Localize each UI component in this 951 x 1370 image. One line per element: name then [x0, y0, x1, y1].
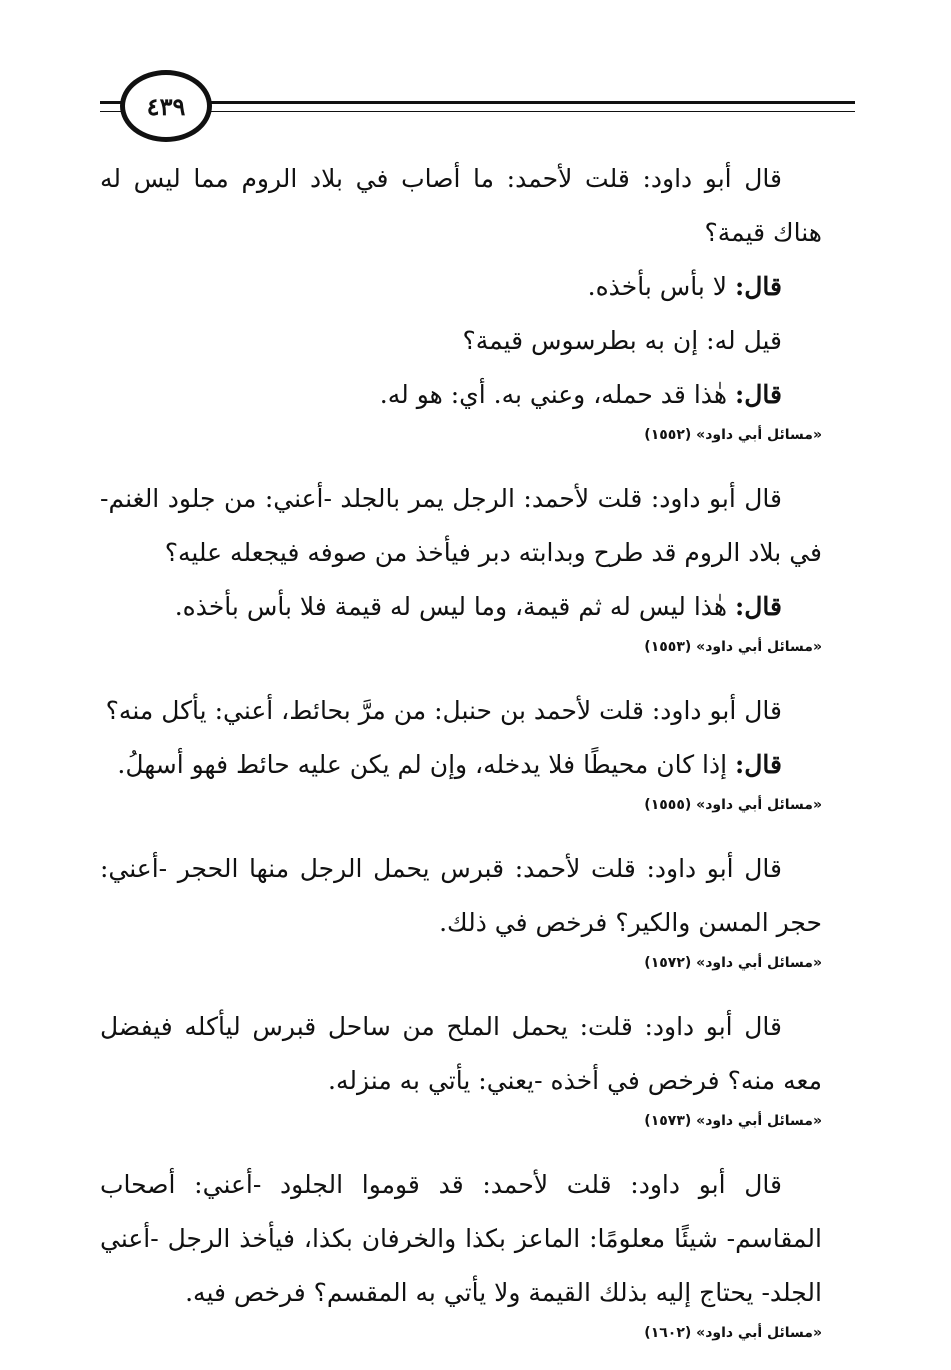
masala-entry: [100, 684, 822, 818]
answer-line: [100, 260, 822, 314]
masala-entry: [100, 842, 822, 976]
answer-label: قال:: [735, 272, 782, 301]
answer-line: [100, 314, 822, 368]
masala-entry: [100, 1158, 822, 1346]
answer-line: [100, 368, 822, 422]
source-reference: «مسائل أبي داود» (١٥٧٣): [644, 1113, 822, 1129]
answer-text: هٰذا ليس له ثم قيمة، وما ليس له قيمة فلا بأس بأخذه.: [174, 592, 728, 621]
answer-label: قال:: [735, 380, 782, 409]
page-body: [100, 152, 822, 1370]
source-reference: «مسائل أبي داود» (١٥٥٣): [644, 639, 822, 655]
source-reference: «مسائل أبي داود» (١٥٧٢): [644, 955, 822, 971]
masala-entry: [100, 472, 822, 660]
question-paragraph: قال أبو داود: قلت لأحمد: ما أصاب في بلاد الروم مما ليس له هناك قيمة؟: [100, 164, 822, 247]
answer-text: إذا كان محيطًا فلا يدخله، وإن لم يكن عليه حائط فهو أسهلُ.: [117, 750, 728, 779]
question-paragraph: قال أبو داود: قلت لأحمد: الرجل يمر بالجلد -أعني: من جلود الغنم- في بلاد الروم قد طرح وبدابته دبر فيأخذ من صوفه فيجعله عليه؟: [100, 484, 822, 567]
header-rule: [100, 101, 855, 104]
page-number: ٤٣٩: [120, 70, 212, 142]
question-paragraph: قال أبو داود: قلت: يحمل الملح من ساحل قبرس ليأكله فيفضل معه منه؟ فرخص في أخذه -يعني: يأتي به منزله.: [100, 1012, 822, 1095]
question-paragraph: قال أبو داود: قلت لأحمد بن حنبل: من مرَّ بحائط، أعني: يأكل منه؟: [105, 696, 782, 725]
masala-entry: [100, 152, 822, 448]
answer-label: قال:: [735, 592, 782, 621]
header-rule-thin: [100, 111, 855, 112]
source-reference: «مسائل أبي داود» (١٥٥٥): [644, 797, 822, 813]
answer-text: لا بأس بأخذه.: [587, 272, 728, 301]
answer-line: [100, 580, 822, 634]
answer-text: قيل له: إن به بطرسوس قيمة؟: [462, 326, 782, 355]
answer-line: [100, 738, 822, 792]
question-paragraph: قال أبو داود: قلت لأحمد: قد قوموا الجلود -أعني: أصحاب المقاسم- شيئًا معلومًا: الماعز بكذا والخرفان بكذا، فيأخذ الرجل -أعني الجلد- يحتاج إليه بذلك القيمة ولا يأتي به المقسم؟ فرخص فيه.: [100, 1170, 822, 1307]
question-paragraph: قال أبو داود: قلت لأحمد: قبرس يحمل الرجل منها الحجر -أعني: حجر المسن والكير؟ فرخص في ذلك.: [100, 854, 822, 937]
source-reference: «مسائل أبي داود» (١٦٠٢): [644, 1325, 822, 1341]
masala-entry: [100, 1000, 822, 1134]
source-reference: «مسائل أبي داود» (١٥٥٢): [644, 427, 822, 443]
answer-label: قال:: [735, 750, 782, 779]
answer-text: هٰذا قد حمله، وعني به. أي: هو له.: [379, 380, 728, 409]
